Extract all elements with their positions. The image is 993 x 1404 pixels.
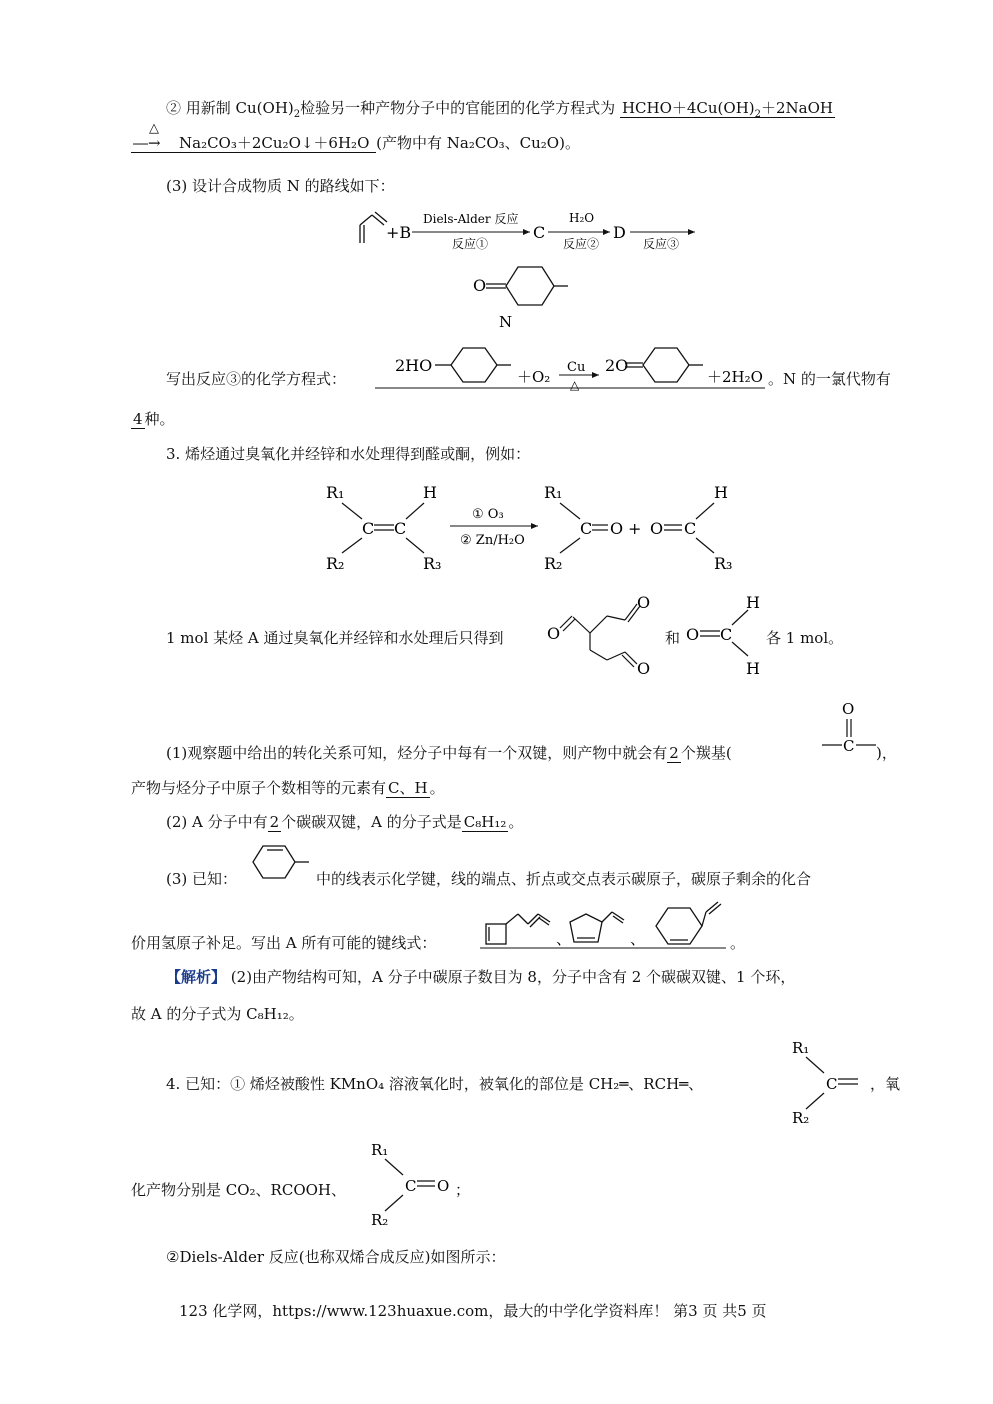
q3-q1-close: )， [876,744,897,762]
route-arrow1-top: Diels-Alder 反应 [423,212,519,226]
svg-text:＋2H₂O: ＋2H₂O [707,368,763,386]
q3-q3-rest: 中的线表示化学键，线的端点、折点或交点表示碳原子，碳原子剩余的化合 [316,870,812,888]
q4-stem-b: ，氧 [870,1075,901,1093]
q3-stem: 3. 烯烃通过臭氧化并经锌和水处理得到醛或酮，例如： [166,445,531,463]
ketone-product-fragment [365,1135,465,1230]
svg-text:C: C [684,519,697,538]
svg-text:R₂: R₂ [371,1211,389,1229]
route-arrow1-bottom: 反应① [452,237,489,251]
svg-text:R₁: R₁ [792,1039,810,1057]
q3-q1-answer: 2 [669,744,679,762]
q4-line2-end: ； [455,1181,471,1199]
route-d: D [613,223,626,242]
q4-line2: 化产物分别是 CO₂、RCOOH、 [131,1181,347,1199]
eq3-tail-text: 。N 的一氯代物有 [768,370,891,388]
q2-item2-line2: △ ―→ Na₂CO₃＋2Cu₂O↓＋6H₂O (产物中有 Na₂CO₃、Cu₂O)。 [133,121,580,152]
carbonyl-group-structure [818,697,882,761]
ketone-alkene-fragment [782,1035,862,1130]
n-label: N [499,313,513,330]
svg-text:C: C [405,1177,417,1195]
butadiene-structure [360,212,387,243]
structure-cyclobutene-pentadienyl [486,914,550,944]
eq3-count-line: 4 种。 [133,410,175,428]
svg-text:R₁: R₁ [326,483,345,502]
q3-answer-structures [478,900,728,952]
svg-text:R₃: R₃ [714,554,733,573]
svg-text:O: O [637,593,651,612]
svg-text:② Zn/H₂O: ② Zn/H₂O [460,533,525,548]
svg-text:H: H [746,593,760,612]
q3-q2-answer: 2 [269,813,280,831]
trialdehyde-structure [545,588,665,680]
q3-q1-line1: (1)观察题中给出的转化关系可知，烃分子中每有一个双键，则产物中就会有 2 个羰基( [166,744,732,762]
svg-text:R₃: R₃ [423,554,442,573]
svg-text:2O: 2O [605,356,629,375]
q4-stem: 4. 已知：① 烯烃被酸性 KMnO₄ 溶液氧化时，被氧化的部位是 CH₂═、RCH═、 [166,1075,704,1093]
svg-text:O: O [650,519,664,538]
n-oxygen: O [473,276,487,295]
svg-text:H: H [714,483,728,502]
svg-text:△: △ [570,378,580,392]
route-c: C [533,223,546,242]
route-plus-b: +B [386,223,412,242]
svg-text:O: O [547,624,561,643]
synthesis-route-diagram [350,205,710,330]
q2-item2-line1: ② 用新制 $Cu(OH)_2$检验另一种产物分子中的官能团的化学方程式为 $HCHO+4Cu(OH)_2+2NaOH$ [166,99,834,120]
svg-text:R₁: R₁ [544,483,563,502]
route-arrow2-top: H₂O [569,211,595,225]
svg-text:H: H [746,659,760,678]
ozonolysis-example-reaction [320,478,740,578]
svg-text:O: O [437,1177,450,1195]
q3-q2-formula: C₈H₁₂ [463,813,507,831]
q3-q3-prefix: (3) 已知： [166,870,238,888]
methylcyclohexene-example [245,842,313,884]
svg-text:C: C [826,1075,838,1093]
svg-text:O: O [686,625,700,644]
svg-text:2HO: 2HO [395,356,433,375]
svg-text:C: C [720,625,733,644]
eq3-equation [373,340,768,392]
svg-text:R₂: R₂ [544,554,563,573]
svg-text:＋O₂: ＋O₂ [517,368,551,386]
analysis-tag: 【解析】 [166,968,227,986]
q3-q3-end: 。 [730,934,746,952]
svg-text:C: C [394,519,407,538]
svg-text:O: O [610,519,624,538]
svg-text:R₁: R₁ [371,1141,389,1159]
route-arrow3-bottom: 反应③ [643,237,680,251]
q2-item2-answer-part1: $HCHO+4Cu(OH)_2+2NaOH$ [621,99,834,120]
q3-q2: (2) A 分子中有 2 个碳碳双键，A 的分子式是 C₈H₁₂ 。 [166,813,524,831]
structure-cyclopentene-butadienyl [570,912,624,942]
svg-text:C: C [843,737,855,755]
svg-text:O: O [842,700,855,718]
svg-text:、: 、 [556,930,572,948]
formaldehyde-structure [684,590,764,680]
n-structure [486,267,568,305]
q4-item2: ②Diels-Alder 反应(也称双烯合成反应)如图所示： [166,1248,506,1266]
analysis-line1: 【解析】 (2)由产物结构可知，A 分子中碳原子数目为 8，分子中含有 2 个碳碳双键、1 个环， [166,968,796,986]
structure-vinylcyclohexene [656,902,721,944]
eq3-prefix: 写出反应③的化学方程式： [166,370,347,388]
svg-text:R₂: R₂ [326,554,345,573]
svg-text:C: C [362,519,375,538]
svg-text:Cu: Cu [567,360,586,375]
q2-item3: (3) 设计合成物质 N 的路线如下： [166,177,395,195]
svg-text:+: + [628,519,642,538]
svg-text:、: 、 [630,930,646,948]
svg-text:H: H [423,483,437,502]
q3-q1-line2: 产物与烃分子中原子个数相等的元素有 C、H 。 [131,779,445,797]
q3-q3-line2: 价用氢原子补足。写出 A 所有可能的键线式： [131,934,437,952]
q3-given-prefix: 1 mol 某烃 A 通过臭氧化并经锌和水处理后只得到 [166,629,504,647]
route-arrow2-bottom: 反应② [563,237,600,251]
q3-given-suffix: 各 1 mol。 [766,629,844,647]
svg-text:O: O [637,659,651,678]
analysis-line2: 故 A 的分子式为 C₈H₁₂。 [131,1005,304,1023]
q3-given-and: 和 [665,629,681,647]
svg-text:R₂: R₂ [792,1109,810,1127]
svg-text:① O₃: ① O₃ [472,507,504,522]
page-footer: 123 化学网，https://www.123huaxue.com，最大的中学化学资料库！ 第3 页 共5 页 [179,1302,767,1320]
q2-item2-answer-part2: △ ―→ Na₂CO₃＋2Cu₂O↓＋6H₂O [131,134,376,153]
eq3-count-answer: 4 [133,410,143,428]
svg-text:C: C [580,519,593,538]
q3-q1-line2-answer: C、H [388,779,428,797]
